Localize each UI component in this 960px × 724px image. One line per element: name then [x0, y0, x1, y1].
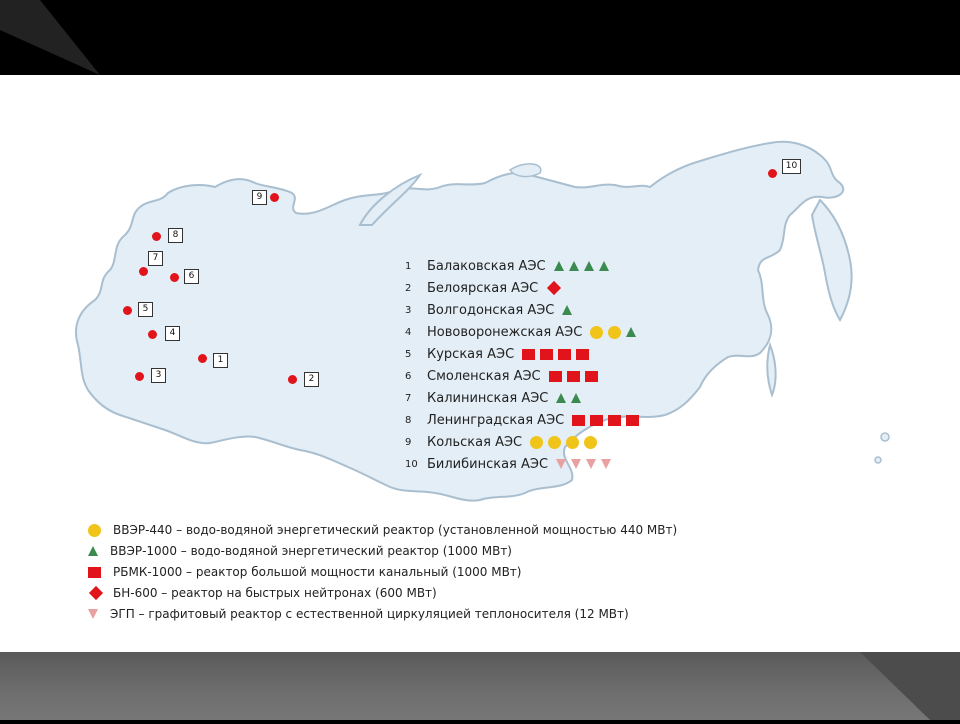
legend-row: [88, 563, 521, 581]
red-square-icon: [576, 349, 589, 360]
plant-row: [405, 255, 614, 277]
legend-row: [88, 521, 677, 539]
red-square-icon: [540, 349, 553, 360]
plant-name: Ленинградская АЭС: [427, 412, 565, 428]
reactor-symbols: [562, 305, 577, 315]
red-square-icon: [567, 371, 580, 382]
plant-number: 1: [405, 260, 412, 272]
green-triangle-icon: [562, 305, 572, 315]
reactor-symbols: [554, 261, 614, 271]
plant-row: [405, 299, 577, 321]
map-dot-3: [135, 372, 144, 381]
map-label-8: 8: [168, 228, 183, 243]
green-triangle-icon: [556, 393, 566, 403]
reactor-symbols: [590, 326, 641, 339]
slide-content: [0, 75, 960, 652]
plant-row: [405, 453, 616, 475]
yellow-circle-icon: [530, 436, 543, 449]
red-square-icon: [549, 371, 562, 382]
reactor-symbols: [522, 349, 594, 360]
green-triangle-icon: [599, 261, 609, 271]
reactor-symbols: [530, 436, 602, 449]
yellow-circle-icon: [584, 436, 597, 449]
green-triangle-icon: [554, 261, 564, 271]
red-square-icon: [585, 371, 598, 382]
plant-number: 3: [405, 304, 412, 316]
plant-name: Калининская АЭС: [427, 390, 549, 406]
sakhalin: [767, 345, 775, 395]
reactor-symbols: [556, 459, 616, 469]
reactor-symbols: [556, 393, 586, 403]
red-square-icon: [572, 415, 585, 426]
green-triangle-icon: [584, 261, 594, 271]
map-dot-10: [768, 169, 777, 178]
reactor-symbols: [549, 371, 603, 382]
plant-number: 5: [405, 348, 412, 360]
top-black-band: [0, 0, 960, 75]
plant-number: 2: [405, 282, 412, 294]
corner-decoration: [0, 0, 120, 75]
green-triangle-icon: [88, 546, 98, 556]
pink-down-triangle-icon: [571, 459, 581, 469]
plant-name: Смоленская АЭС: [427, 368, 541, 384]
legend-row: [88, 542, 512, 560]
plant-name: Нововоронежская АЭС: [427, 324, 583, 340]
pink-down-triangle-icon: [556, 459, 566, 469]
plant-name: Белоярская АЭС: [427, 280, 539, 296]
plant-name: Кольская АЭС: [427, 434, 523, 450]
red-diamond-icon: [547, 281, 561, 295]
red-square-icon: [626, 415, 639, 426]
plant-row: [405, 321, 641, 343]
pink-down-triangle-icon: [601, 459, 611, 469]
plant-name: Курская АЭС: [427, 346, 515, 362]
red-square-icon: [590, 415, 603, 426]
plant-name: Волгодонская АЭС: [427, 302, 555, 318]
plant-row: [405, 387, 586, 409]
map-dot-7: [139, 267, 148, 276]
red-square-icon: [88, 567, 101, 578]
map-dot-2: [288, 375, 297, 384]
red-square-icon: [558, 349, 571, 360]
legend-text: БН-600 – реактор на быстрых нейтронах (600 МВт): [113, 586, 437, 600]
map-label-6: 6: [184, 269, 199, 284]
pink-down-triangle-icon: [586, 459, 596, 469]
bottom-decoration: [0, 652, 960, 720]
map-dot-5: [123, 306, 132, 315]
map-label-9: 9: [252, 190, 267, 205]
yellow-circle-icon: [566, 436, 579, 449]
map-dot-6: [170, 273, 179, 282]
reactor-symbols: [572, 415, 644, 426]
plant-row: [405, 277, 566, 299]
plant-number: 10: [405, 458, 418, 470]
legend-text: РБМК-1000 – реактор большой мощности канальный (1000 МВт): [113, 565, 522, 579]
reactor-symbols: [546, 283, 566, 293]
plant-number: 9: [405, 436, 412, 448]
pink-down-triangle-icon: [88, 609, 98, 619]
plant-number: 7: [405, 392, 412, 404]
plant-name: Балаковская АЭС: [427, 258, 546, 274]
plant-row: [405, 343, 594, 365]
map-label-4: 4: [165, 326, 180, 341]
map-dot-1: [198, 354, 207, 363]
yellow-circle-icon: [548, 436, 561, 449]
kuril-island: [875, 457, 881, 463]
green-triangle-icon: [571, 393, 581, 403]
map-dot-9: [270, 193, 279, 202]
map-label-1: 1: [213, 353, 228, 368]
legend-row: [88, 584, 437, 602]
map-label-5: 5: [138, 302, 153, 317]
legend-row: [88, 605, 629, 623]
map-dot-4: [148, 330, 157, 339]
plant-number: 8: [405, 414, 412, 426]
kuril-island: [881, 433, 889, 441]
red-square-icon: [522, 349, 535, 360]
red-square-icon: [608, 415, 621, 426]
map-label-3: 3: [151, 368, 166, 383]
kamchatka: [812, 200, 852, 320]
plant-name: Билибинская АЭС: [427, 456, 549, 472]
red-diamond-icon: [89, 586, 103, 600]
green-triangle-icon: [626, 327, 636, 337]
map-dot-8: [152, 232, 161, 241]
legend-text: ВВЭР-440 – водо-водяной энергетический реактор (установленной мощностью 440 МВт): [113, 523, 678, 537]
plant-row: [405, 409, 644, 431]
map-label-2: 2: [304, 372, 319, 387]
green-triangle-icon: [569, 261, 579, 271]
yellow-circle-icon: [88, 524, 101, 537]
map-label-10: 10: [782, 159, 801, 174]
map-label-7: 7: [148, 251, 163, 266]
legend-text: ВВЭР-1000 – водо-водяной энергетический реактор (1000 МВт): [110, 544, 512, 558]
yellow-circle-icon: [590, 326, 603, 339]
plant-number: 6: [405, 370, 412, 382]
legend-text: ЭГП – графитовый реактор с естественной циркуляцией теплоносителя (12 МВт): [110, 607, 629, 621]
plant-number: 4: [405, 326, 412, 338]
plant-row: [405, 365, 603, 387]
plant-row: [405, 431, 602, 453]
arctic-islands: [510, 164, 541, 177]
yellow-circle-icon: [608, 326, 621, 339]
bottom-gray-band: [0, 652, 960, 720]
